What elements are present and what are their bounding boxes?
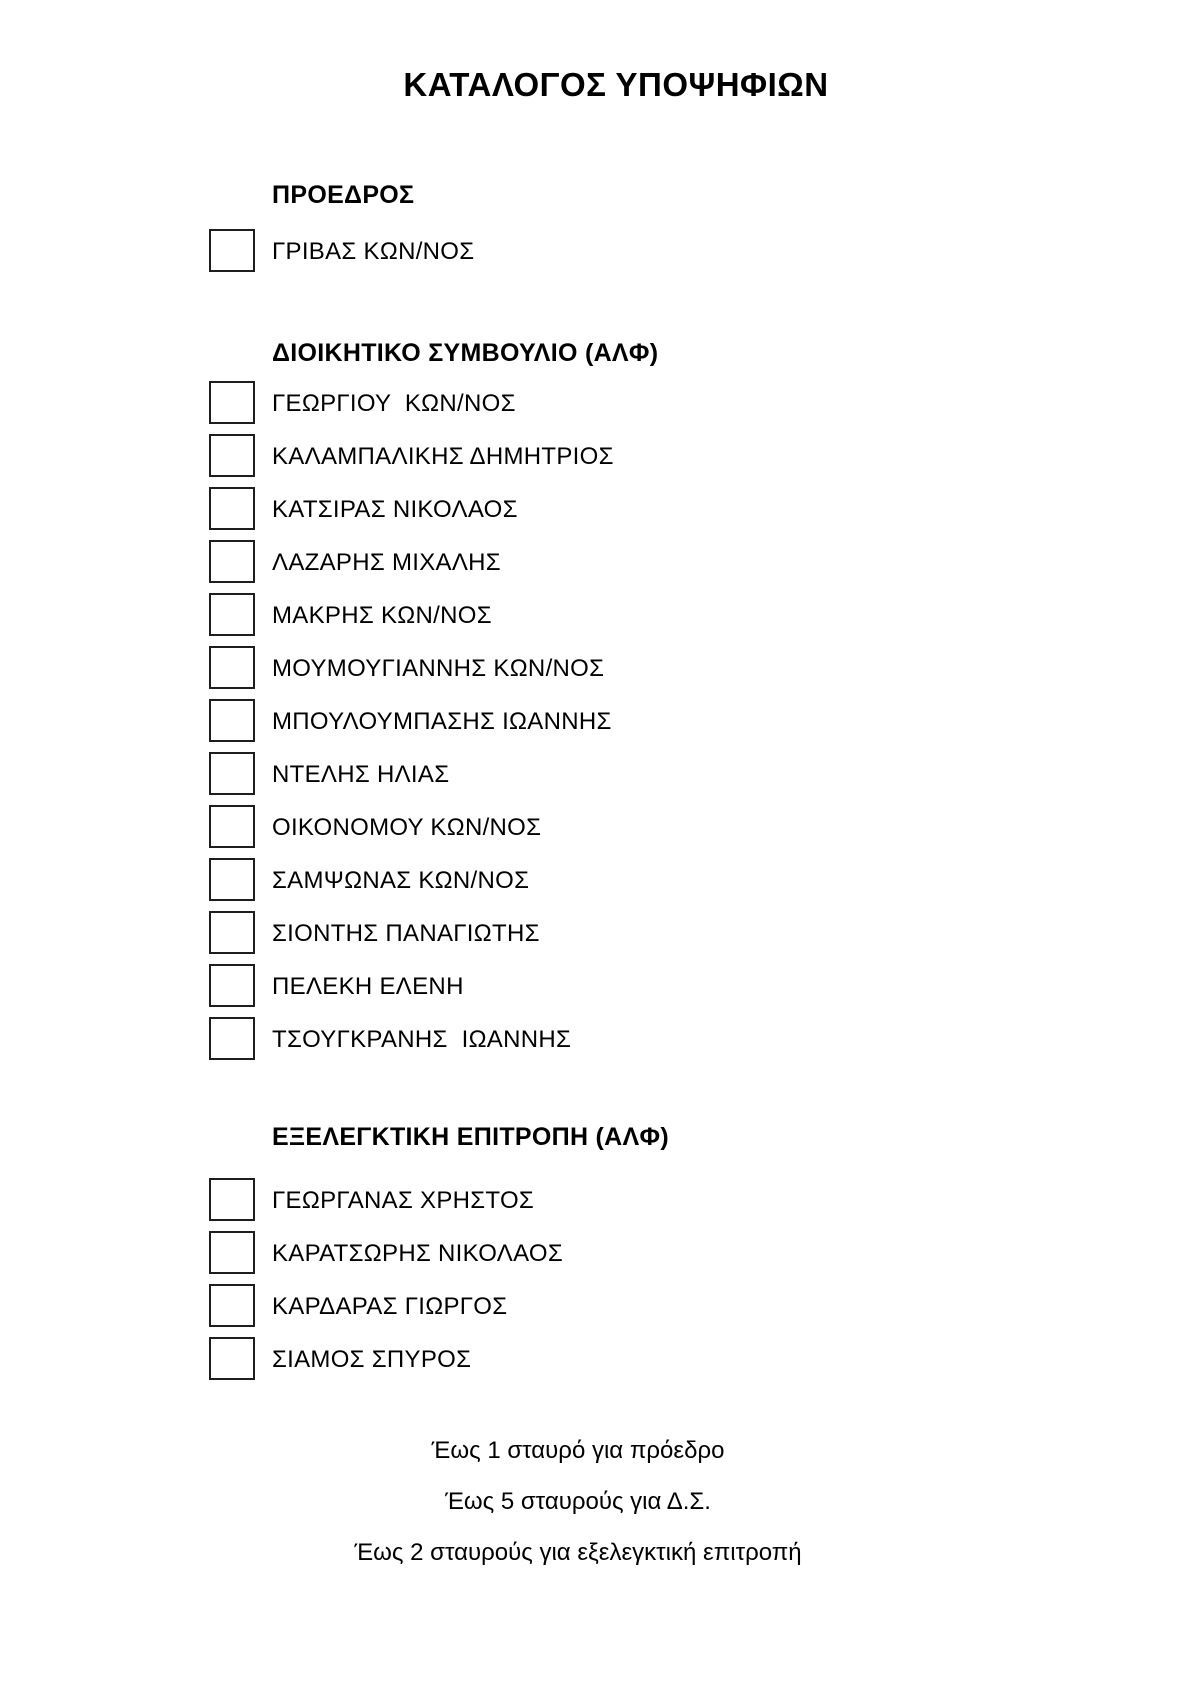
candidate-name: ΣΙΑΜΟΣ ΣΠΥΡΟΣ (272, 1346, 472, 1373)
voting-instructions (0, 1436, 1200, 1589)
candidate-checkbox[interactable] (209, 911, 255, 954)
candidate-checkbox[interactable] (209, 1017, 255, 1060)
candidate-row (209, 805, 1200, 848)
candidate-checkbox[interactable] (209, 858, 255, 901)
candidate-checkbox[interactable] (209, 805, 255, 848)
candidate-name: ΜΠΟΥΛΟΥΜΠΑΣΗΣ ΙΩΑΝΝΗΣ (272, 708, 612, 735)
ballot-section (209, 338, 1200, 1070)
candidate-name: ΓΕΩΡΓΙΟΥ ΚΩΝ/ΝΟΣ (272, 390, 516, 417)
candidate-row (209, 1284, 1200, 1327)
candidate-checkbox[interactable] (209, 1284, 255, 1327)
section-heading: ΔΙΟΙΚΗΤΙΚΟ ΣΥΜΒΟΥΛΙΟ (ΑΛΦ) (272, 339, 659, 367)
candidate-name: ΚΑΡΔΑΡΑΣ ΓΙΩΡΓΟΣ (272, 1293, 508, 1320)
candidate-name: ΤΣΟΥΓΚΡΑΝΗΣ ΙΩΑΝΝΗΣ (272, 1026, 572, 1053)
candidate-name: ΓΕΩΡΓΑΝΑΣ ΧΡΗΣΤΟΣ (272, 1187, 535, 1214)
candidate-name: ΚΑΤΣΙΡΑΣ ΝΙΚΟΛΑΟΣ (272, 496, 518, 523)
candidate-checkbox[interactable] (209, 434, 255, 477)
candidate-row (209, 699, 1200, 742)
instruction-president: Έως 1 σταυρό για πρόεδρο (431, 1437, 725, 1464)
section-rows (209, 381, 1200, 1060)
candidate-row (209, 540, 1200, 583)
candidate-checkbox[interactable] (209, 1178, 255, 1221)
candidate-checkbox[interactable] (209, 1337, 255, 1380)
candidate-name: ΛΑΖΑΡΗΣ ΜΙΧΑΛΗΣ (272, 549, 501, 576)
candidate-name: ΠΕΛΕΚΗ ΕΛΕΝΗ (272, 973, 464, 1000)
candidate-name: ΟΙΚΟΝΟΜΟΥ ΚΩΝ/ΝΟΣ (272, 814, 542, 841)
candidate-checkbox[interactable] (209, 646, 255, 689)
section-rows (209, 1178, 1200, 1380)
candidate-name: ΜΟΥΜΟΥΓΙΑΝΝΗΣ ΚΩΝ/ΝΟΣ (272, 655, 605, 682)
candidate-checkbox[interactable] (209, 752, 255, 795)
candidate-row (209, 858, 1200, 901)
candidate-name: ΜΑΚΡΗΣ ΚΩΝ/ΝΟΣ (272, 602, 492, 629)
candidate-row (209, 1178, 1200, 1221)
candidate-name: ΚΑΛΑΜΠΑΛΙΚΗΣ ΔΗΜΗΤΡΙΟΣ (272, 443, 614, 470)
ballot-section (209, 180, 1200, 282)
candidate-checkbox[interactable] (209, 487, 255, 530)
candidate-name: ΣΑΜΨΩΝΑΣ ΚΩΝ/ΝΟΣ (272, 867, 530, 894)
candidate-checkbox[interactable] (209, 1231, 255, 1274)
ballot-section (209, 1122, 1200, 1390)
section-heading: ΕΞΕΛΕΓΚΤΙΚΗ ΕΠΙΤΡΟΠΗ (ΑΛΦ) (272, 1123, 669, 1151)
candidate-row (209, 229, 1200, 272)
instruction-audit-committee: Έως 2 σταυρούς για εξελεγκτική επιτροπή (354, 1539, 802, 1566)
candidate-name: ΚΑΡΑΤΣΩΡΗΣ ΝΙΚΟΛΑΟΣ (272, 1240, 563, 1267)
candidate-name: ΝΤΕΛΗΣ ΗΛΙΑΣ (272, 761, 450, 788)
candidate-row (209, 381, 1200, 424)
candidate-name: ΓΡΙΒΑΣ ΚΩΝ/ΝΟΣ (272, 238, 475, 265)
candidate-row (209, 487, 1200, 530)
candidate-checkbox[interactable] (209, 593, 255, 636)
candidate-name: ΣΙΟΝΤΗΣ ΠΑΝΑΓΙΩΤΗΣ (272, 920, 540, 947)
section-heading: ΠΡΟΕΔΡΟΣ (272, 181, 415, 209)
page-title: ΚΑΤΑΛΟΓΟΣ ΥΠΟΨΗΦΙΩΝ (403, 66, 829, 103)
candidate-row (209, 1231, 1200, 1274)
section-rows (209, 229, 1200, 272)
candidate-checkbox[interactable] (209, 964, 255, 1007)
candidate-row (209, 593, 1200, 636)
candidate-row (209, 434, 1200, 477)
candidate-row (209, 646, 1200, 689)
candidate-row (209, 1337, 1200, 1380)
candidate-checkbox[interactable] (209, 381, 255, 424)
instruction-board: Έως 5 σταυρούς για Δ.Σ. (445, 1488, 711, 1515)
candidate-row (209, 911, 1200, 954)
candidate-row (209, 1017, 1200, 1060)
candidate-row (209, 752, 1200, 795)
candidate-checkbox[interactable] (209, 229, 255, 272)
candidate-checkbox[interactable] (209, 699, 255, 742)
candidate-checkbox[interactable] (209, 540, 255, 583)
candidate-row (209, 964, 1200, 1007)
